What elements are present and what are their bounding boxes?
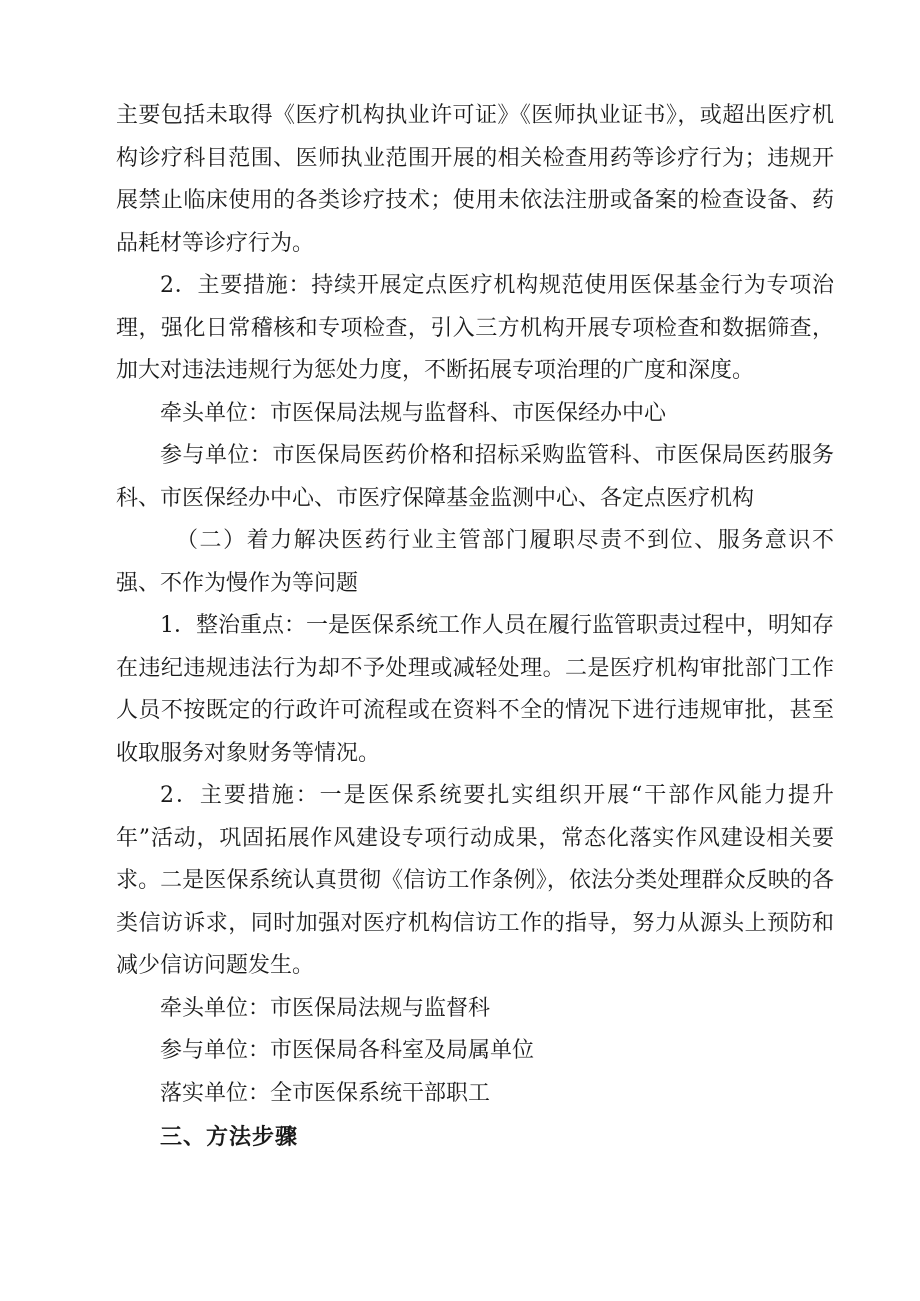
paragraph-subsection-2-title: （二）着力解决医药行业主管部门履职尽责不到位、服务意识不强、不作为慢作为等问题 <box>116 528 834 596</box>
document-body <box>116 95 834 1160</box>
paragraph-lead-unit-2: 牵头单位：市医保局法规与监督科 <box>160 995 491 1021</box>
paragraph-main-measures-2: 2．主要措施：一是医保系统要扎实组织开展“干部作风能力提升年”活动，巩固拓展作风建设专项行动成果，常态化落实作风建设相关要求。二是医保系统认真贯彻《信访工作条例》，依法分类处理群众反映的各类信访诉求，同时加强对医疗机构信访工作的指导，努力从源头上预防和减少信访问题发生。 <box>116 783 834 978</box>
paragraph-rectification-focus: 1．整治重点：一是医保系统工作人员在履行监管职责过程中，明知存在违纪违规违法行为却不予处理或减轻处理。二是医疗机构审批部门工作人员不按既定的行政许可流程或在资料不全的情况下进行违规审批，甚至收取服务对象财务等情况。 <box>116 613 834 766</box>
paragraph-participating-units-1: 参与单位：市医保局医药价格和招标采购监管科、市医保局医药服务科、市医保经办中心、市医疗保障基金监测中心、各定点医疗机构 <box>116 443 834 511</box>
paragraph-participating-units-2: 参与单位：市医保局各科室及局属单位 <box>160 1038 535 1063</box>
paragraph-implementing-unit: 落实单位：全市医保系统干部职工 <box>160 1080 491 1106</box>
paragraph-main-measures-1: 2．主要措施：持续开展定点医疗机构规范使用医保基金行为专项治理，强化日常稽核和专项检查，引入三方机构开展专项检查和数据筛查，加大对违法违规行为惩处力度，不断拓展专项治理的广度和深度。 <box>116 273 834 383</box>
section-heading-methods: 三、方法步骤 <box>160 1125 299 1150</box>
paragraph-lead-unit-1: 牵头单位：市医保局法规与监督科、市医保经办中心 <box>160 400 667 426</box>
paragraph-scope-continued: 主要包括未取得《医疗机构执业许可证》《医师执业证书》，或超出医疗机构诊疗科目范围、医师执业范围开展的相关检查用药等诊疗行为；违规开展禁止临床使用的各类诊疗技术；使用未依法注册或备案的检查设备、药品耗材等诊疗行为。 <box>116 103 834 256</box>
